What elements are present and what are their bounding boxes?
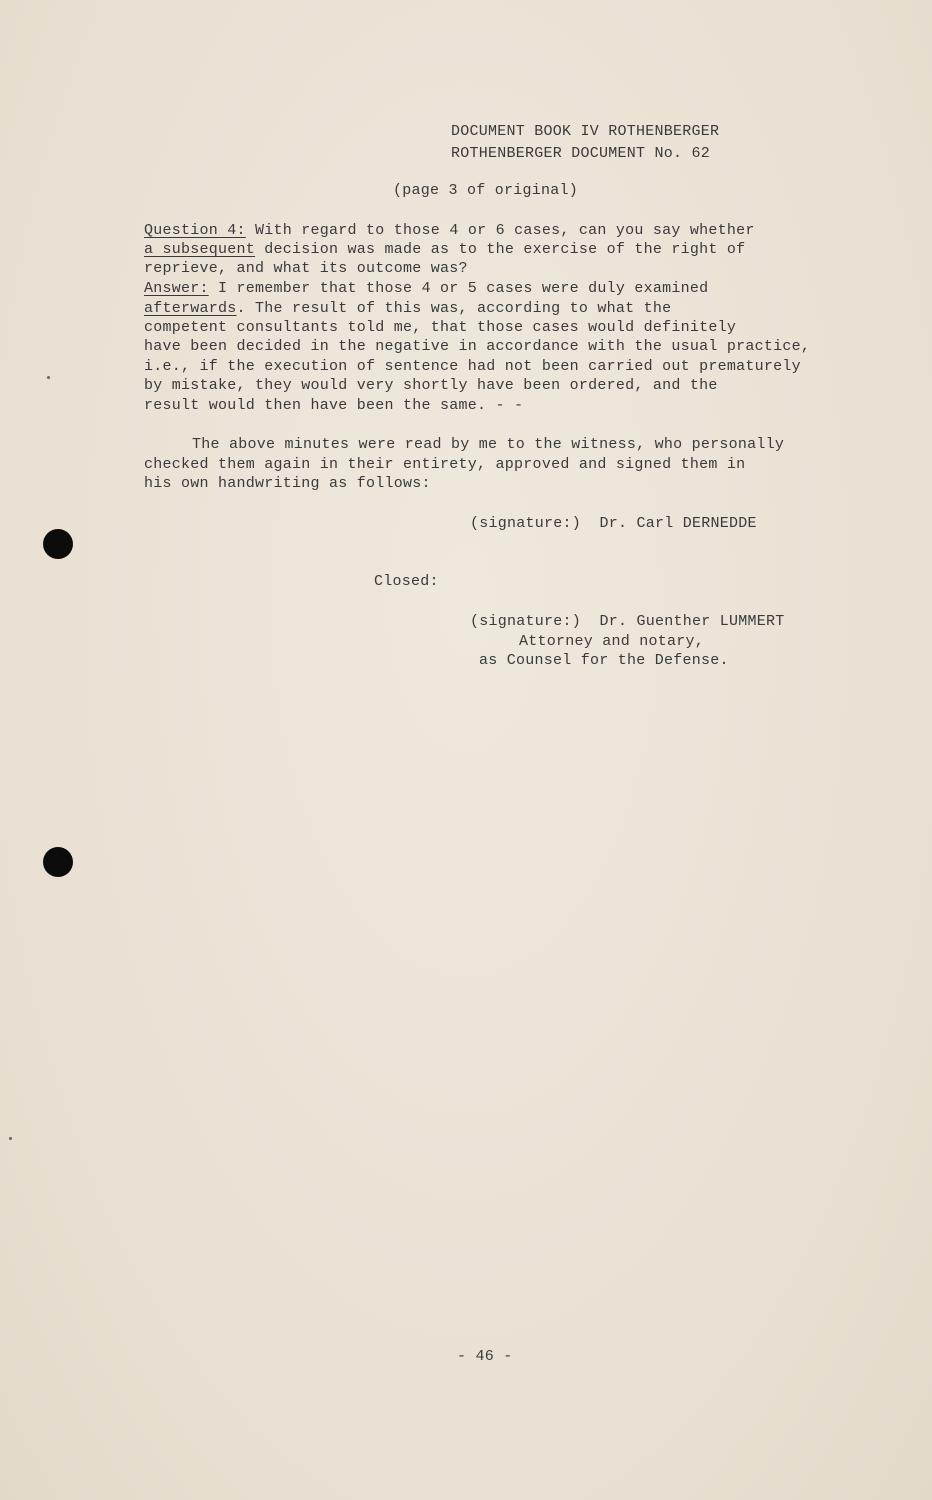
minutes-line-2: checked them again in their entirety, approved and signed them in — [144, 456, 746, 473]
paper-speck — [47, 376, 50, 379]
page-reference: (page 3 of original) — [393, 182, 579, 199]
answer-line-5: i.e., if the execution of sentence had not been carried out prematurely — [144, 358, 801, 375]
question-line-3: reprieve, and what its outcome was? — [144, 260, 468, 277]
document-number-header: ROTHENBERGER DOCUMENT No. 62 — [451, 145, 711, 162]
answer-line-6: by mistake, they would very shortly have been ordered, and the — [144, 377, 718, 394]
counsel-role: as Counsel for the Defense. — [479, 652, 729, 669]
punch-hole — [43, 529, 73, 559]
question-label: Question 4: — [144, 222, 246, 239]
answer-line-4: have been decided in the negative in accordance with the usual practice, — [144, 338, 811, 355]
question-text: decision was made as to the exercise of the right of — [255, 241, 746, 258]
answer-line-3: competent consultants told me, that those cases would definitely — [144, 319, 737, 336]
answer-text: . The result of this was, according to what the — [236, 300, 672, 317]
question-line-1 — [144, 221, 755, 240]
answer-line-1 — [144, 279, 708, 298]
punch-hole — [43, 847, 73, 877]
document-book-header: DOCUMENT BOOK IV ROTHENBERGER — [451, 123, 720, 140]
counsel-signature: (signature:) Dr. Guenther LUMMERT — [470, 613, 785, 630]
page-number: - 46 - — [457, 1348, 513, 1365]
question-line-2 — [144, 240, 745, 259]
minutes-line-1: The above minutes were read by me to the witness, who personally — [192, 436, 785, 453]
answer-text: I remember that those 4 or 5 cases were duly examined — [208, 280, 709, 297]
answer-label: Answer: — [144, 280, 209, 297]
underlined-text: a subsequent — [144, 241, 256, 258]
answer-line-2 — [144, 299, 671, 318]
counsel-title: Attorney and notary, — [519, 633, 705, 650]
paper-speck — [9, 1137, 12, 1140]
question-text: With regard to those 4 or 6 cases, can you say whether — [245, 222, 755, 239]
minutes-line-3: his own handwriting as follows: — [144, 475, 431, 492]
answer-line-7: result would then have been the same. - - — [144, 397, 524, 414]
underlined-text: afterwards — [144, 300, 237, 317]
witness-signature: (signature:) Dr. Carl DERNEDDE — [470, 515, 757, 532]
closed-label: Closed: — [374, 573, 439, 590]
